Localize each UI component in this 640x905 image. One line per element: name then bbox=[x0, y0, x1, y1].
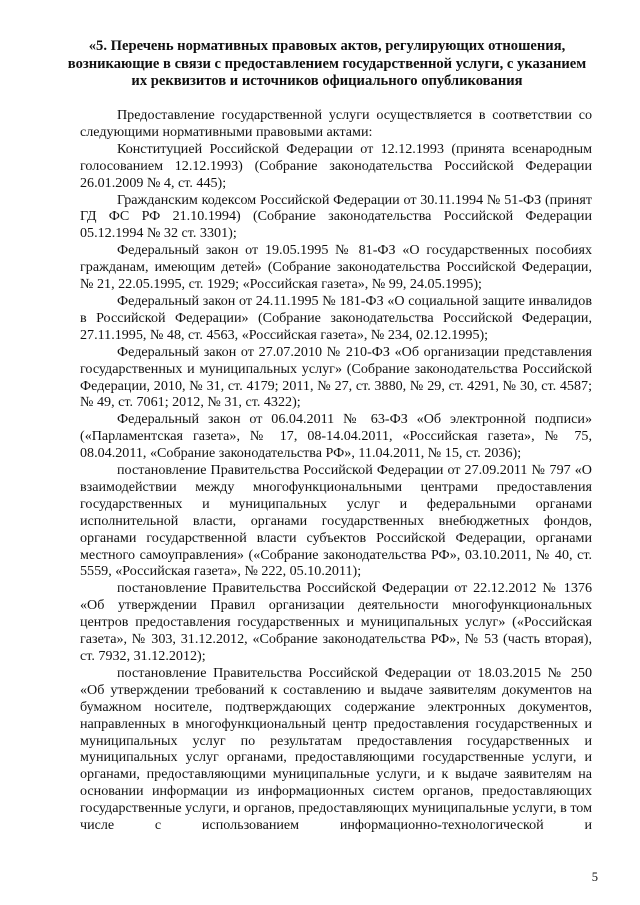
section-heading: «5. Перечень нормативных правовых актов, регулирующих отношения, возникающие в связи с предоставлением государственной услуги, с указанием их реквизитов и источников официального опубликования bbox=[67, 38, 587, 89]
paragraph-law-181-fz: Федеральный закон от 24.11.1995 № 181-ФЗ «О социальной защите инвалидов в Российской Федерации» (Собрание законодательства Российской Федерации, 27.11.1995, № 48, ст. 4563, «Российская газета», № 234, 02.12.1995); bbox=[80, 292, 592, 343]
paragraph-law-210-fz: Федеральный закон от 27.07.2010 № 210-ФЗ «Об организации представления государственных и муниципальных услуг» (Собрание законодательства Российской Федерации, 2010, № 31, ст. 4179; 2011, № 27, ст. 3880, № 29, ст. 4291, № 30, ст. 4587; № 49, ст. 7061; 2012, № 31, ст. 4322); bbox=[80, 343, 592, 411]
page-number: 5 bbox=[591, 870, 598, 884]
paragraph-law-81-fz: Федеральный закон от 19.05.1995 № 81-ФЗ «О государственных пособиях гражданам, имеющим детей» (Собрание законодательства Российской Федерации, № 21, 22.05.1995, ст. 1929; «Российская газета», № 99, 24.05.1995); bbox=[80, 242, 592, 293]
paragraph-constitution: Конституцией Российской Федерации от 12.12.1993 (принята всенародным голосованием 12.12.1993) (Собрание законодательства Российской Федерации 26.01.2009 № 4, ст. 445); bbox=[80, 140, 592, 191]
paragraph-resolution-250: постановление Правительства Российской Федерации от 18.03.2015 № 250 «Об утверждении требований к составлению и выдаче заявителям документов на бумажном носителе, подтверждающих содержание электронных документов, направленных в многофункциональный центр предоставления государственных и муниципальных услуг по результатам предоставления государственных и муниципальных услуг органами, предоставляющими государственные услуги, и органами, предоставляющими муниципальные услуги, и к выдаче заявителям на основании информации из информационных систем органов, предоставляющих государственные услуги, и органов, предоставляющих муниципальные услуги, в том числе с использованием информационно-технологической и bbox=[80, 664, 592, 834]
paragraph-law-63-fz: Федеральный закон от 06.04.2011 № 63-ФЗ «Об электронной подписи» («Парламентская газета», № 17, 08-14.04.2011, «Российская газета», № 75, 08.04.2011, «Собрание законодательства РФ», 11.04.2011, № 15, ст. 2036); bbox=[80, 411, 592, 462]
paragraph-resolution-797: постановление Правительства Российской Федерации от 27.09.2011 № 797 «О взаимодействии между многофункциональными центрами предоставления государственных и муниципальных услуг и федеральными органами исполнительной власти, органами государственных внебюджетных фондов, органами государственной власти субъектов Российской Федерации, органами местного самоуправления» («Собрание законодательства РФ», 03.10.2011, № 40, ст. 5559, «Российская газета», № 222, 05.10.2011); bbox=[80, 462, 592, 580]
paragraph-intro: Предоставление государственной услуги осуществляется в соответствии со следующими нормативными правовыми актами: bbox=[80, 107, 592, 140]
paragraph-civil-code: Гражданским кодексом Российской Федерации от 30.11.1994 № 51-ФЗ (принят ГД ФС РФ 21.10.1994) (Собрание законодательства Российской Федерации 05.12.1994 № 32 ст. 3301); bbox=[80, 191, 592, 242]
document-body bbox=[80, 107, 592, 834]
paragraph-resolution-1376: постановление Правительства Российской Федерации от 22.12.2012 № 1376 «Об утверждении Правил организации деятельности многофункциональных центров предоставления государственных и муниципальных услуг» («Российская газета», № 303, 31.12.2012, «Собрание законодательства РФ», № 53 (часть вторая), ст. 7932, 31.12.2012); bbox=[80, 580, 592, 664]
